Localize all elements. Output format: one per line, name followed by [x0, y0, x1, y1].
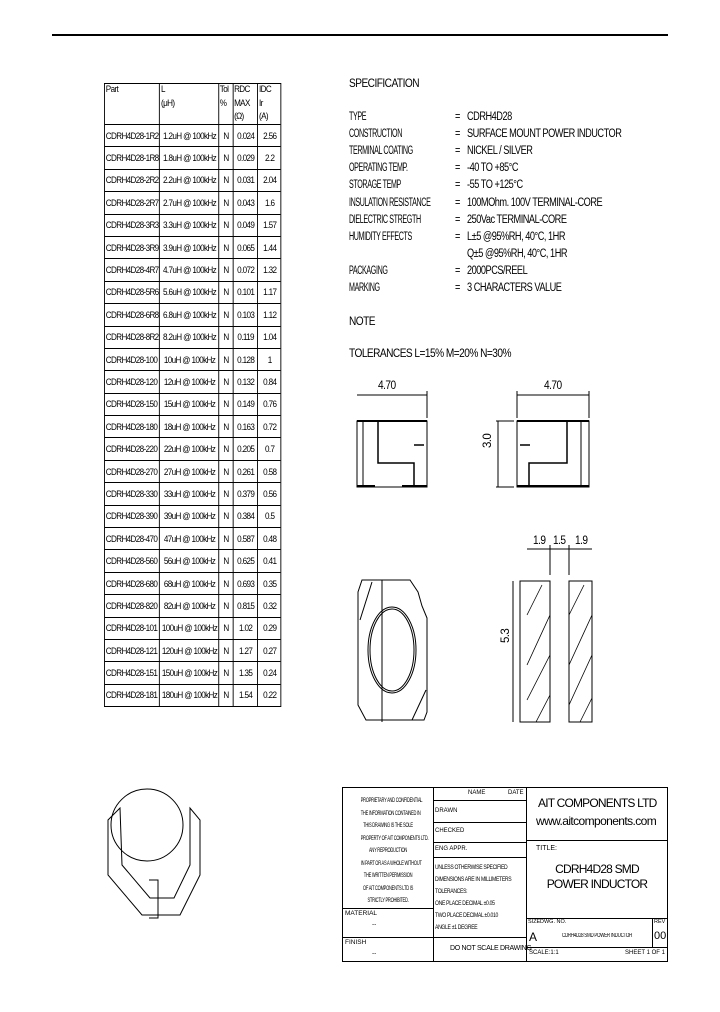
tolerance-text-line: DIMENSIONS ARE IN MILLIMETERS — [435, 876, 512, 883]
spec-value: 250Vac TERMINAL-CORE — [467, 213, 567, 226]
cell-part: CDRH4D28-100 — [105, 354, 158, 365]
cell-part: CDRH4D28-560 — [105, 556, 158, 567]
drawn-label: DRAWN — [435, 808, 458, 814]
spec-label: HUMIDITY EFFECTS — [349, 230, 412, 243]
cell-part: CDRH4D28-180 — [105, 421, 158, 432]
dim-height: 3.0 — [482, 433, 494, 448]
header-ind-unit: (μH) — [159, 98, 218, 111]
spec-equals: = — [455, 111, 460, 123]
header-idc-sub: Ir — [257, 98, 280, 111]
cell-part: CDRH4D28-1R8 — [105, 153, 159, 164]
size-value: A — [529, 930, 538, 944]
spec-label: CONSTRUCTION — [349, 128, 402, 141]
cell-inductance: 1.8uH @ 100kHz — [159, 147, 218, 168]
cell-rdc: 0.384 — [232, 506, 257, 527]
spec-equals: = — [455, 128, 460, 141]
cell-tolerance: N — [218, 394, 232, 415]
cell-inductance: 56uH @ 100kHz — [159, 550, 218, 571]
header-tolerance: Tol — [218, 84, 232, 98]
cell-idc: 0.72 — [257, 416, 280, 437]
name-label: NAME — [468, 790, 486, 796]
cell-rdc: 0.024 — [232, 125, 257, 146]
front-view-right — [496, 391, 589, 487]
cell-idc: 0.56 — [257, 483, 280, 504]
cell-rdc: 0.587 — [232, 528, 257, 549]
spec-value: 100MOhm. 100V TERMINAL-CORE — [467, 196, 603, 209]
spec-label: PACKAGING — [349, 264, 388, 277]
cell-idc: 0.35 — [257, 573, 280, 594]
cell-inductance: 1.2uH @ 100kHz — [159, 125, 218, 146]
cell-idc: 1.12 — [257, 304, 280, 325]
cell-rdc: 0.049 — [232, 215, 257, 236]
cell-rdc: 1.02 — [232, 618, 257, 639]
cell-idc: 0.27 — [257, 640, 280, 661]
cell-inductance: 27uH @ 100kHz — [159, 461, 218, 482]
eng-appr-label: ENG APPR. — [435, 846, 468, 852]
cell-rdc: 0.815 — [232, 595, 257, 616]
cell-tolerance: N — [218, 416, 232, 437]
cell-idc: 1.04 — [257, 327, 280, 348]
cell-tolerance: N — [218, 259, 232, 280]
cell-tolerance: N — [218, 685, 232, 706]
cell-tolerance: N — [218, 640, 232, 661]
proprietary-text-line: THIS DRAWING IS THE SOLE — [363, 822, 413, 829]
spec-title: SPECIFICATION — [349, 78, 419, 90]
tolerance-text-line: ONE PLACE DECIMAL ±0.05 — [435, 900, 495, 907]
tolerance-text-line: TWO PLACE DECIMAL ±0.010 — [435, 912, 499, 919]
cell-inductance: 8.2uH @ 100kHz — [159, 327, 218, 348]
cell-part: CDRH4D28-220 — [105, 444, 158, 455]
cell-part: CDRH4D28-121 — [105, 645, 158, 656]
spec-label: INSULATION RESISTANCE — [349, 196, 431, 209]
cell-inductance: 2.2uH @ 100kHz — [159, 170, 218, 191]
cell-tolerance: N — [218, 327, 232, 348]
cell-rdc: 0.261 — [232, 461, 257, 482]
rev-label: REV — [654, 919, 666, 925]
tolerances-note: TOLERANCES L=15% M=20% N=30% — [349, 348, 511, 360]
cell-rdc: 0.128 — [232, 349, 257, 370]
header-rdc-unit: (Ω) — [232, 111, 257, 124]
cell-inductance: 12uH @ 100kHz — [159, 371, 218, 392]
cell-part: CDRH4D28-181 — [105, 690, 158, 701]
cell-part: CDRH4D28-8R2 — [105, 332, 159, 343]
cell-inductance: 18uH @ 100kHz — [159, 416, 218, 437]
cell-part: CDRH4D28-2R2 — [105, 175, 159, 186]
cell-part: CDRH4D28-2R7 — [105, 197, 159, 208]
cell-inductance: 2.7uH @ 100kHz — [159, 192, 218, 213]
cell-tolerance: N — [218, 618, 232, 639]
cell-part: CDRH4D28-270 — [105, 466, 158, 477]
dwg-no-label: DWG. NO. — [540, 919, 567, 925]
cell-inductance: 22uH @ 100kHz — [159, 438, 218, 459]
spec-label: MARKING — [349, 282, 380, 294]
cell-tolerance: N — [218, 528, 232, 549]
cell-tolerance: N — [218, 125, 232, 146]
spec-equals: = — [455, 230, 460, 243]
cell-part: CDRH4D28-151 — [105, 668, 158, 679]
spec-value: SURFACE MOUNT POWER INDUCTOR — [467, 128, 622, 141]
cell-idc: 0.84 — [257, 371, 280, 392]
cell-rdc: 0.119 — [232, 327, 257, 348]
dim-pad-c: 1.9 — [575, 535, 588, 547]
cell-idc: 0.48 — [257, 528, 280, 549]
cell-part: CDRH4D28-330 — [105, 488, 158, 499]
header-rdc-max: MAX — [232, 98, 257, 111]
company-name: AIT COMPONENTS LTD — [538, 796, 657, 810]
cell-inductance: 4.7uH @ 100kHz — [159, 259, 218, 280]
cell-rdc: 0.031 — [232, 170, 257, 191]
cell-idc: 0.58 — [257, 461, 280, 482]
tolerance-text-line: UNLESS OTHERWISE SPECIFIED — [435, 864, 508, 871]
cell-rdc: 0.103 — [232, 304, 257, 325]
spec-value: Q±5 @95%RH, 40°C, 1HR — [467, 247, 568, 260]
tolerance-text-line: ANGLE ±1 DEGREE — [435, 924, 478, 931]
note-label: NOTE — [349, 316, 376, 328]
cell-part: CDRH4D28-680 — [105, 578, 158, 589]
spec-label: TERMINAL COATING — [349, 145, 413, 158]
date-label: DATE — [508, 790, 524, 796]
spec-label: TYPE — [349, 111, 367, 123]
cell-tolerance: N — [218, 215, 232, 236]
cell-idc: 0.76 — [257, 394, 280, 415]
tolerance-text-line: TOLERANCES: — [435, 888, 468, 895]
header-part: Part — [105, 84, 119, 94]
cell-part: CDRH4D28-390 — [105, 511, 158, 522]
cell-part: CDRH4D28-6R8 — [105, 309, 159, 320]
cell-rdc: 1.27 — [232, 640, 257, 661]
cell-part: CDRH4D28-150 — [105, 399, 158, 410]
cell-tolerance: N — [218, 573, 232, 594]
cell-inductance: 150uH @ 100kHz — [159, 662, 218, 683]
spec-equals: = — [455, 145, 460, 158]
cell-rdc: 0.149 — [232, 394, 257, 415]
proprietary-text-line: ANY REPRODUCTION — [368, 847, 408, 854]
material-value: -- — [372, 921, 377, 928]
cell-idc: 0.7 — [257, 438, 280, 459]
proprietary-text-line: STRICTLY PROHIBITED. — [367, 897, 409, 904]
cell-idc: 0.29 — [257, 618, 280, 639]
cell-tolerance: N — [218, 595, 232, 616]
cell-rdc: 0.029 — [232, 147, 257, 168]
proprietary-text-line: PROPERTY OF AIT COMPONENTS LTD. — [360, 834, 429, 842]
rev-value: 00 — [654, 930, 667, 942]
cell-part: CDRH4D28-470 — [105, 533, 158, 544]
spec-label: STORAGE TEMP — [349, 179, 401, 192]
dim-width-right: 4.70 — [544, 380, 562, 392]
dwg-no-value: CDRH4D28 SMD POWER INDUCTOR — [562, 933, 633, 939]
dim-pad-a: 1.9 — [533, 535, 546, 547]
title-label: TITLE: — [536, 845, 558, 852]
do-not-scale: DO NOT SCALE DRAWING — [450, 945, 532, 952]
spec-value: 2000PCS/REEL — [467, 264, 528, 277]
cell-idc: 2.2 — [257, 147, 280, 168]
cell-tolerance: N — [218, 147, 232, 168]
spec-equals: = — [455, 179, 460, 192]
spec-label: OPERATING TEMP. — [349, 162, 408, 175]
spec-value: -55 TO +125°C — [467, 179, 523, 192]
cell-rdc: 0.163 — [232, 416, 257, 437]
dim-pad-gap: 1.5 — [553, 535, 566, 547]
cell-inductance: 3.9uH @ 100kHz — [159, 237, 218, 258]
cell-idc: 0.22 — [257, 685, 280, 706]
checked-label: CHECKED — [435, 828, 465, 834]
cell-part: CDRH4D28-1R2 — [105, 130, 159, 141]
spec-equals: = — [455, 162, 460, 175]
cell-idc: 1.57 — [257, 215, 280, 236]
header-rdc: RDC — [232, 84, 257, 98]
cell-part: CDRH4D28-4R7 — [105, 265, 159, 276]
size-label: SIZE — [528, 919, 541, 925]
company-website: www.aitcomponents.com — [536, 814, 657, 828]
drawing-title-line1: CDRH4D28 SMD — [555, 862, 639, 876]
cell-tolerance: N — [218, 461, 232, 482]
cell-rdc: 0.379 — [232, 483, 257, 504]
cell-idc: 0.41 — [257, 550, 280, 571]
finish-label: FINISH — [345, 939, 367, 946]
proprietary-text-line: PROPRIETARY AND CONFIDENTIAL — [360, 797, 423, 804]
spec-value: 3 CHARACTERS VALUE — [467, 282, 562, 294]
cell-inductance: 47uH @ 100kHz — [159, 528, 218, 549]
header-inductance: L — [159, 84, 218, 98]
cell-idc: 0.5 — [257, 506, 280, 527]
cell-rdc: 1.35 — [232, 662, 257, 683]
cell-part: CDRH4D28-120 — [105, 376, 158, 387]
spec-equals: = — [455, 282, 460, 294]
cell-rdc: 0.693 — [232, 573, 257, 594]
cell-inductance: 33uH @ 100kHz — [159, 483, 218, 504]
cell-idc: 1.6 — [257, 192, 280, 213]
header-idc: IDC — [257, 84, 280, 98]
spec-value: NICKEL / SILVER — [467, 145, 533, 158]
cell-idc: 2.04 — [257, 170, 280, 191]
cell-rdc: 0.072 — [232, 259, 257, 280]
cell-rdc: 0.205 — [232, 438, 257, 459]
dim-length: 5.3 — [500, 628, 512, 643]
cell-rdc: 0.101 — [232, 282, 257, 303]
spec-value: L±5 @95%RH, 40°C, 1HR — [467, 230, 565, 243]
top-view — [358, 580, 427, 722]
cell-tolerance: N — [218, 349, 232, 370]
proprietary-text-line: THE WRITTEN PERMISSION — [363, 872, 413, 879]
cell-inductance: 82uH @ 100kHz — [159, 595, 218, 616]
cell-part: CDRH4D28-820 — [105, 600, 158, 611]
cell-inductance: 68uH @ 100kHz — [159, 573, 218, 594]
front-view-left — [357, 391, 427, 487]
scale-label: SCALE:1:1 — [529, 950, 559, 956]
cell-tolerance: N — [218, 371, 232, 392]
proprietary-text-line: OF AIT COMPONENTS LTD IS — [362, 884, 414, 892]
cell-inductance: 5.6uH @ 100kHz — [159, 282, 218, 303]
cell-tolerance: N — [218, 170, 232, 191]
cell-idc: 1.32 — [257, 259, 280, 280]
spec-value: CDRH4D28 — [467, 111, 512, 123]
cell-rdc: 1.54 — [232, 685, 257, 706]
spec-equals: = — [455, 213, 460, 226]
cell-rdc: 0.043 — [232, 192, 257, 213]
cell-tolerance: N — [218, 483, 232, 504]
cell-idc: 1 — [257, 349, 280, 370]
cell-idc: 0.32 — [257, 595, 280, 616]
cell-inductance: 6.8uH @ 100kHz — [159, 304, 218, 325]
cell-part: CDRH4D28-101 — [105, 623, 158, 634]
cell-rdc: 0.065 — [232, 237, 257, 258]
header-tol-unit: % — [218, 98, 232, 111]
spec-equals: = — [455, 264, 460, 277]
spec-label: DIELECTRIC STREGTH — [349, 213, 421, 226]
cell-part: CDRH4D28-3R3 — [105, 220, 159, 231]
cell-inductance: 180uH @ 100kHz — [159, 685, 218, 706]
finish-value: -- — [372, 950, 377, 957]
cell-tolerance: N — [218, 237, 232, 258]
drawing-title-line2: POWER INDUCTOR — [546, 877, 648, 891]
cell-idc: 2.56 — [257, 125, 280, 146]
cell-inductance: 39uH @ 100kHz — [159, 506, 218, 527]
proprietary-text-line: IN PART OR AS A WHOLE WITHOUT — [360, 859, 422, 867]
cell-inductance: 15uH @ 100kHz — [159, 394, 218, 415]
cell-tolerance: N — [218, 662, 232, 683]
isometric-view — [108, 789, 200, 918]
spec-value: -40 TO +85°C — [467, 162, 519, 175]
header-idc-unit: (A) — [257, 111, 280, 124]
dim-width-left: 4.70 — [378, 380, 396, 392]
sheet-label: SHEET 1 OF 1 — [625, 950, 665, 956]
cell-part: CDRH4D28-3R9 — [105, 242, 159, 253]
cell-tolerance: N — [218, 506, 232, 527]
cell-tolerance: N — [218, 438, 232, 459]
cell-idc: 0.24 — [257, 662, 280, 683]
cell-inductance: 120uH @ 100kHz — [159, 640, 218, 661]
cell-rdc: 0.132 — [232, 371, 257, 392]
cell-tolerance: N — [218, 282, 232, 303]
cell-inductance: 3.3uH @ 100kHz — [159, 215, 218, 236]
pad-layout — [513, 545, 592, 722]
proprietary-text-line: THE INFORMATION CONTAINED IN — [360, 809, 421, 817]
spec-equals: = — [455, 196, 460, 209]
cell-tolerance: N — [218, 304, 232, 325]
material-label: MATERIAL — [345, 910, 378, 917]
cell-tolerance: N — [218, 550, 232, 571]
cell-inductance: 100uH @ 100kHz — [159, 618, 218, 639]
cell-idc: 1.17 — [257, 282, 280, 303]
cell-idc: 1.44 — [257, 237, 280, 258]
cell-tolerance: N — [218, 192, 232, 213]
cell-inductance: 10uH @ 100kHz — [159, 349, 218, 370]
cell-part: CDRH4D28-5R6 — [105, 287, 159, 298]
cell-rdc: 0.625 — [232, 550, 257, 571]
